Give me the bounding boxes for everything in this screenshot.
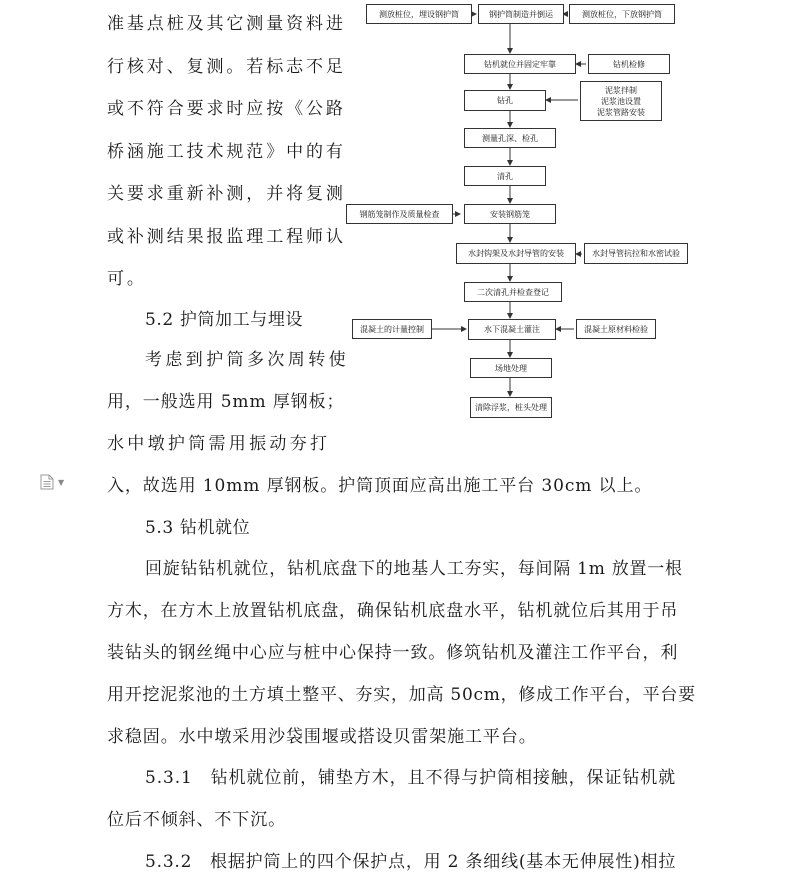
body-line: 或补测结果报监理工程师认 <box>107 227 346 247</box>
flow-step-concrete-measure: 混凝土的计量控制 <box>352 319 432 339</box>
document-icon[interactable] <box>40 474 54 490</box>
body-line: 用开挖泥浆池的土方填土整平、夯实，加高 50cm，修成工作平台，平台要 <box>107 685 696 705</box>
dropdown-caret-icon[interactable]: ▼ <box>58 478 65 487</box>
flow-step-survey-lower: 测放桩位，下放钢护筒 <box>569 4 675 24</box>
flow-step-measure: 测量孔深、检孔 <box>464 128 556 148</box>
flow-step-clean2: 二次清孔并检查登记 <box>464 282 562 302</box>
body-line: 准基点桩及其它测量资料进 <box>107 14 346 34</box>
flow-step-clean1: 清孔 <box>464 166 546 186</box>
body-line: 回旋钻钻机就位，钻机底盘下的地基人工夯实，每间隔 1m 放置一根 <box>145 559 683 579</box>
flow-step-mud-prep <box>580 81 662 121</box>
body-line: 可。 <box>107 269 147 289</box>
body-line: 关要求重新补测，并将复测 <box>107 184 346 204</box>
body-line: 或不符合要求时应按《公路 <box>107 99 346 119</box>
flow-step-pour: 水下混凝土灌注 <box>468 319 556 340</box>
flow-step-drill-inspect: 钻机检修 <box>588 54 670 74</box>
body-line: 用，一般选用 5mm 厚钢板； <box>107 392 345 412</box>
flow-step-casing-manufacture: 钢护筒制造并倒运 <box>478 4 564 24</box>
flow-step-drilling: 钻孔 <box>464 90 546 111</box>
mud-prep-line: 泥浆拌制 <box>605 85 637 95</box>
flow-step-install-cage: 安装钢筋笼 <box>464 204 556 224</box>
flow-step-survey-embed: 测放桩位，埋设钢护筒 <box>366 4 472 24</box>
flow-step-hoist-pipe: 水封钩架及水封导管的安装 <box>456 243 576 264</box>
bored-pile-flowchart <box>340 0 794 430</box>
body-line: 水中墩护筒需用振动夯打 <box>107 434 331 454</box>
section-heading: 5.3 钻机就位 <box>145 518 251 538</box>
body-line: 求稳固。水中墩采用沙袋围堰或搭设贝雷架施工平台。 <box>107 727 537 747</box>
mud-prep-line: 泥浆池设置 <box>601 96 641 106</box>
body-line: 5.3.1 钻机就位前，铺垫方木，且不得与护筒相接触，保证钻机就 <box>145 768 677 788</box>
flow-step-drill-position: 钻机就位并固定牢靠 <box>464 54 576 74</box>
body-line: 考虑到护筒多次周转使 <box>145 350 349 370</box>
body-line: 5.3.2 根据护筒上的四个保护点，用 2 条细线(基本无伸展性)相拉 <box>145 852 677 872</box>
flow-step-material-test: 混凝土原材料检验 <box>576 319 656 339</box>
body-line: 方木，在方木上放置钻机底盘，确保钻机底盘水平，钻机就位后其用于吊 <box>107 601 679 621</box>
body-line: 装钻头的钢丝绳中心应与桩中心保持一致。修筑钻机及灌注工作平台，利 <box>107 643 679 663</box>
body-line: 桥涵施工技术规范》中的有 <box>107 142 346 162</box>
mud-prep-line: 泥浆管路安装 <box>597 107 645 117</box>
flow-step-finish: 清除浮浆，桩头处理 <box>470 397 552 418</box>
body-line: 行核对、复测。若标志不足 <box>107 57 346 77</box>
section-heading: 5.2 护筒加工与埋设 <box>145 310 304 330</box>
flow-step-pipe-test: 水封导管抗拉和水密试验 <box>584 243 688 264</box>
body-line: 入，故选用 10mm 厚钢板。护筒顶面应高出施工平台 30cm 以上。 <box>107 476 653 496</box>
flow-step-rebar-make: 钢筋笼制作及质量检查 <box>346 204 453 224</box>
body-line: 位后不倾斜、不下沉。 <box>107 810 286 830</box>
flow-step-site: 场地处理 <box>470 358 552 378</box>
